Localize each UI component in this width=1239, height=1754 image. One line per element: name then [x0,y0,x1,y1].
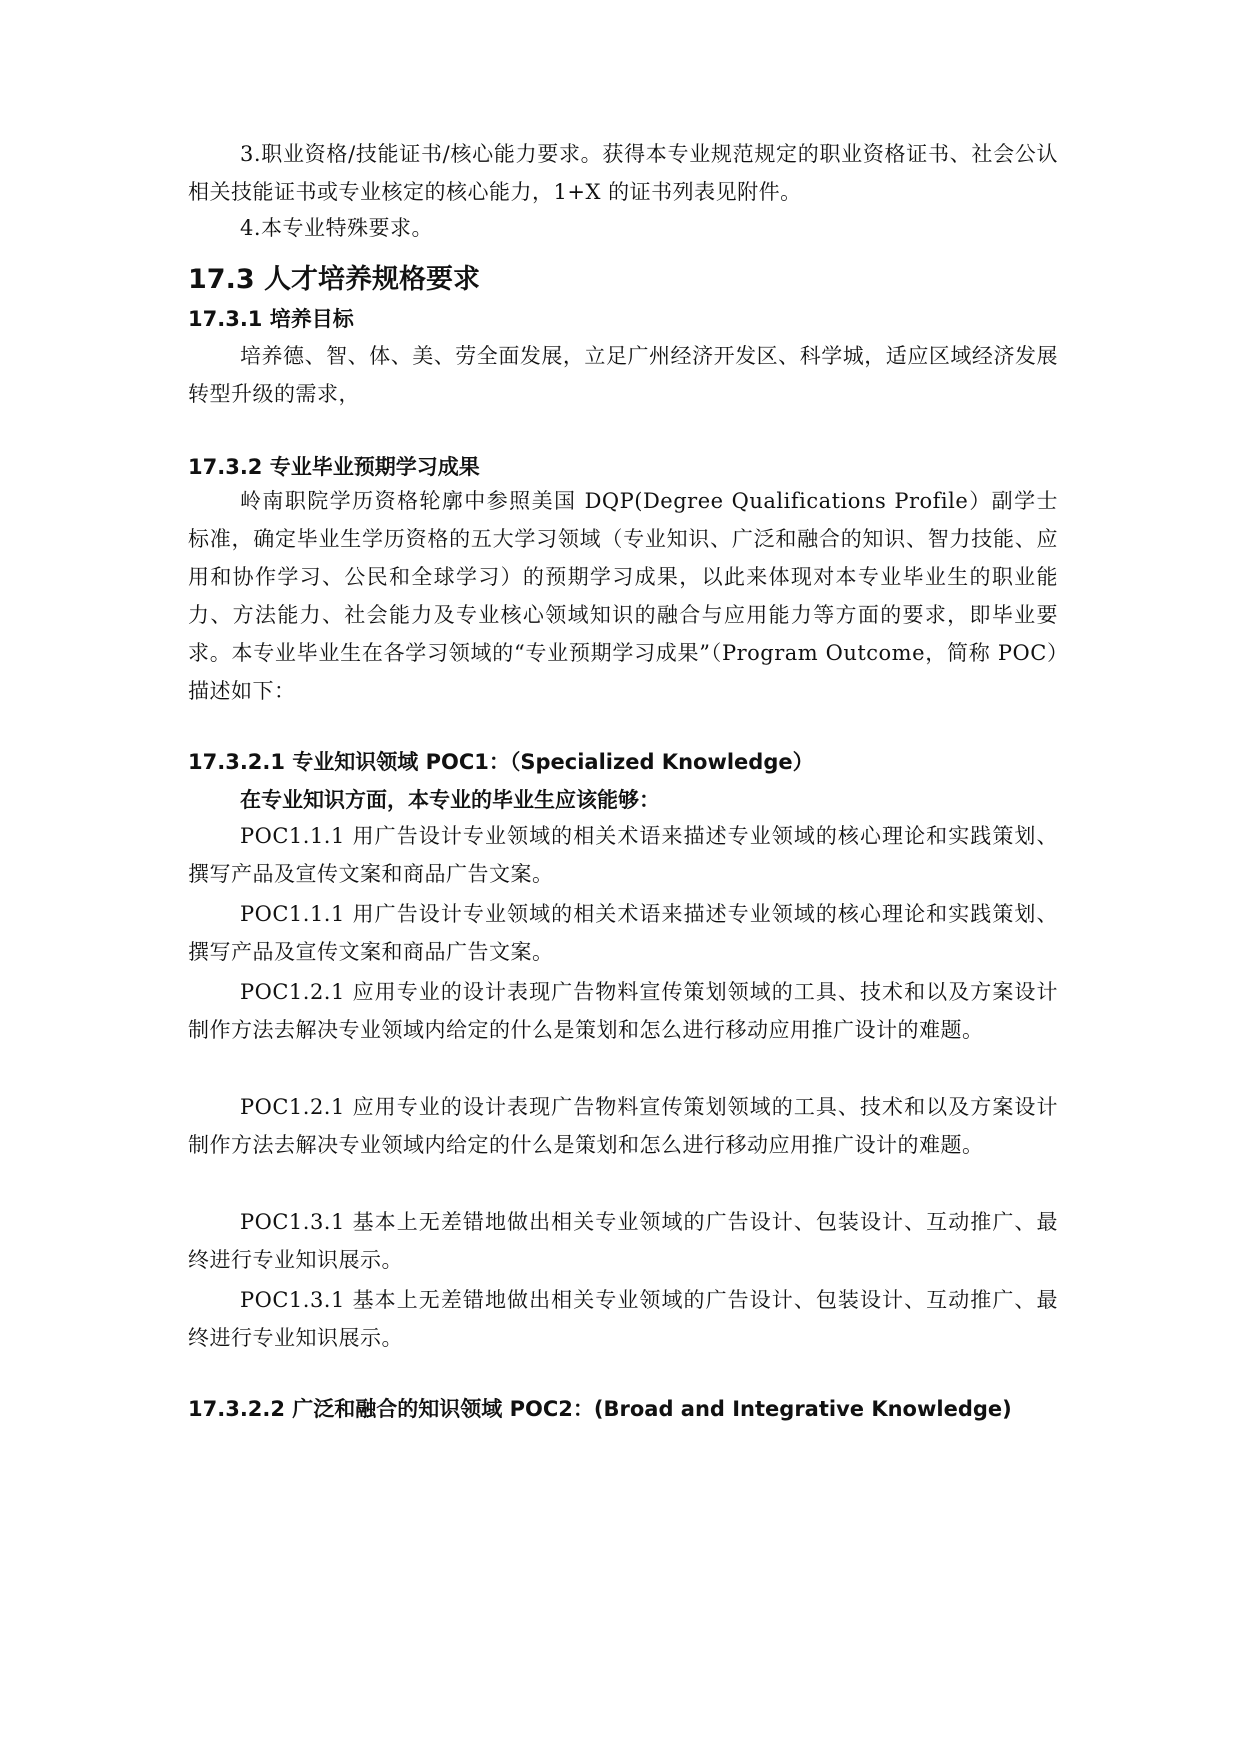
paragraph-training-goal: 培养德、智、体、美、劳全面发展，立足广州经济开发区、科学城，适应区域经济发展转型升级的需求， [188,344,1058,406]
paragraph-learning-outcomes: 岭南职院学历资格轮廓中参照美国 DQP(Degree Qualifications Profile）副学士标准，确定毕业生学历资格的五大学习领域（专业知识、广泛和融合的知识、智力技能、应用和协作学习、公民和全球学习）的预期学习成果，以此来体现对本专业毕业生的职业能力、方法能力、社会能力及专业核心领域知识的融合与应用能力等方面的要求，即毕业要求。本专业毕业生在各学习领域的“专业预期学习成果”（Program Outcome，简称 POC）描述如下： [188,489,1058,703]
subsection-heading-17-3-1: 17.3.1 培养目标 [188,307,354,331]
poc-item: POC1.1.1 用广告设计专业领域的相关术语来描述专业领域的核心理论和实践策划、撰写产品及宣传文案和商品广告文案。 [188,824,1058,886]
lead-specialized-knowledge: 在专业知识方面，本专业的毕业生应该能够： [240,788,660,812]
poc-item: POC1.2.1 应用专业的设计表现广告物料宣传策划领域的工具、技术和以及方案设计制作方法去解决专业领域内给定的什么是策划和怎么进行移动应用推广设计的难题。 [188,980,1058,1042]
subsection-heading-17-3-2-2: 17.3.2.2 广泛和融合的知识领域 POC2：(Broad and Integrative Knowledge) [188,1397,1012,1421]
subsection-heading-17-3-2: 17.3.2 专业毕业预期学习成果 [188,455,480,479]
section-heading-17-3: 17.3 人才培养规格要求 [188,264,481,295]
poc-item: POC1.3.1 基本上无差错地做出相关专业领域的广告设计、包装设计、互动推广、最终进行专业知识展示。 [188,1288,1058,1350]
poc-item: POC1.2.1 应用专业的设计表现广告物料宣传策划领域的工具、技术和以及方案设计制作方法去解决专业领域内给定的什么是策划和怎么进行移动应用推广设计的难题。 [188,1095,1058,1157]
paragraph-special-requirements: 4.本专业特殊要求。 [240,216,434,240]
paragraph-certificates: 3.职业资格/技能证书/核心能力要求。获得本专业规范规定的职业资格证书、社会公认相关技能证书或专业核定的核心能力，1+X 的证书列表见附件。 [188,142,1058,204]
poc-item: POC1.1.1 用广告设计专业领域的相关术语来描述专业领域的核心理论和实践策划、撰写产品及宣传文案和商品广告文案。 [188,902,1058,964]
poc-item: POC1.3.1 基本上无差错地做出相关专业领域的广告设计、包装设计、互动推广、最终进行专业知识展示。 [188,1210,1058,1272]
subsection-heading-17-3-2-1: 17.3.2.1 专业知识领域 POC1：（Specialized Knowledge） [188,750,814,774]
